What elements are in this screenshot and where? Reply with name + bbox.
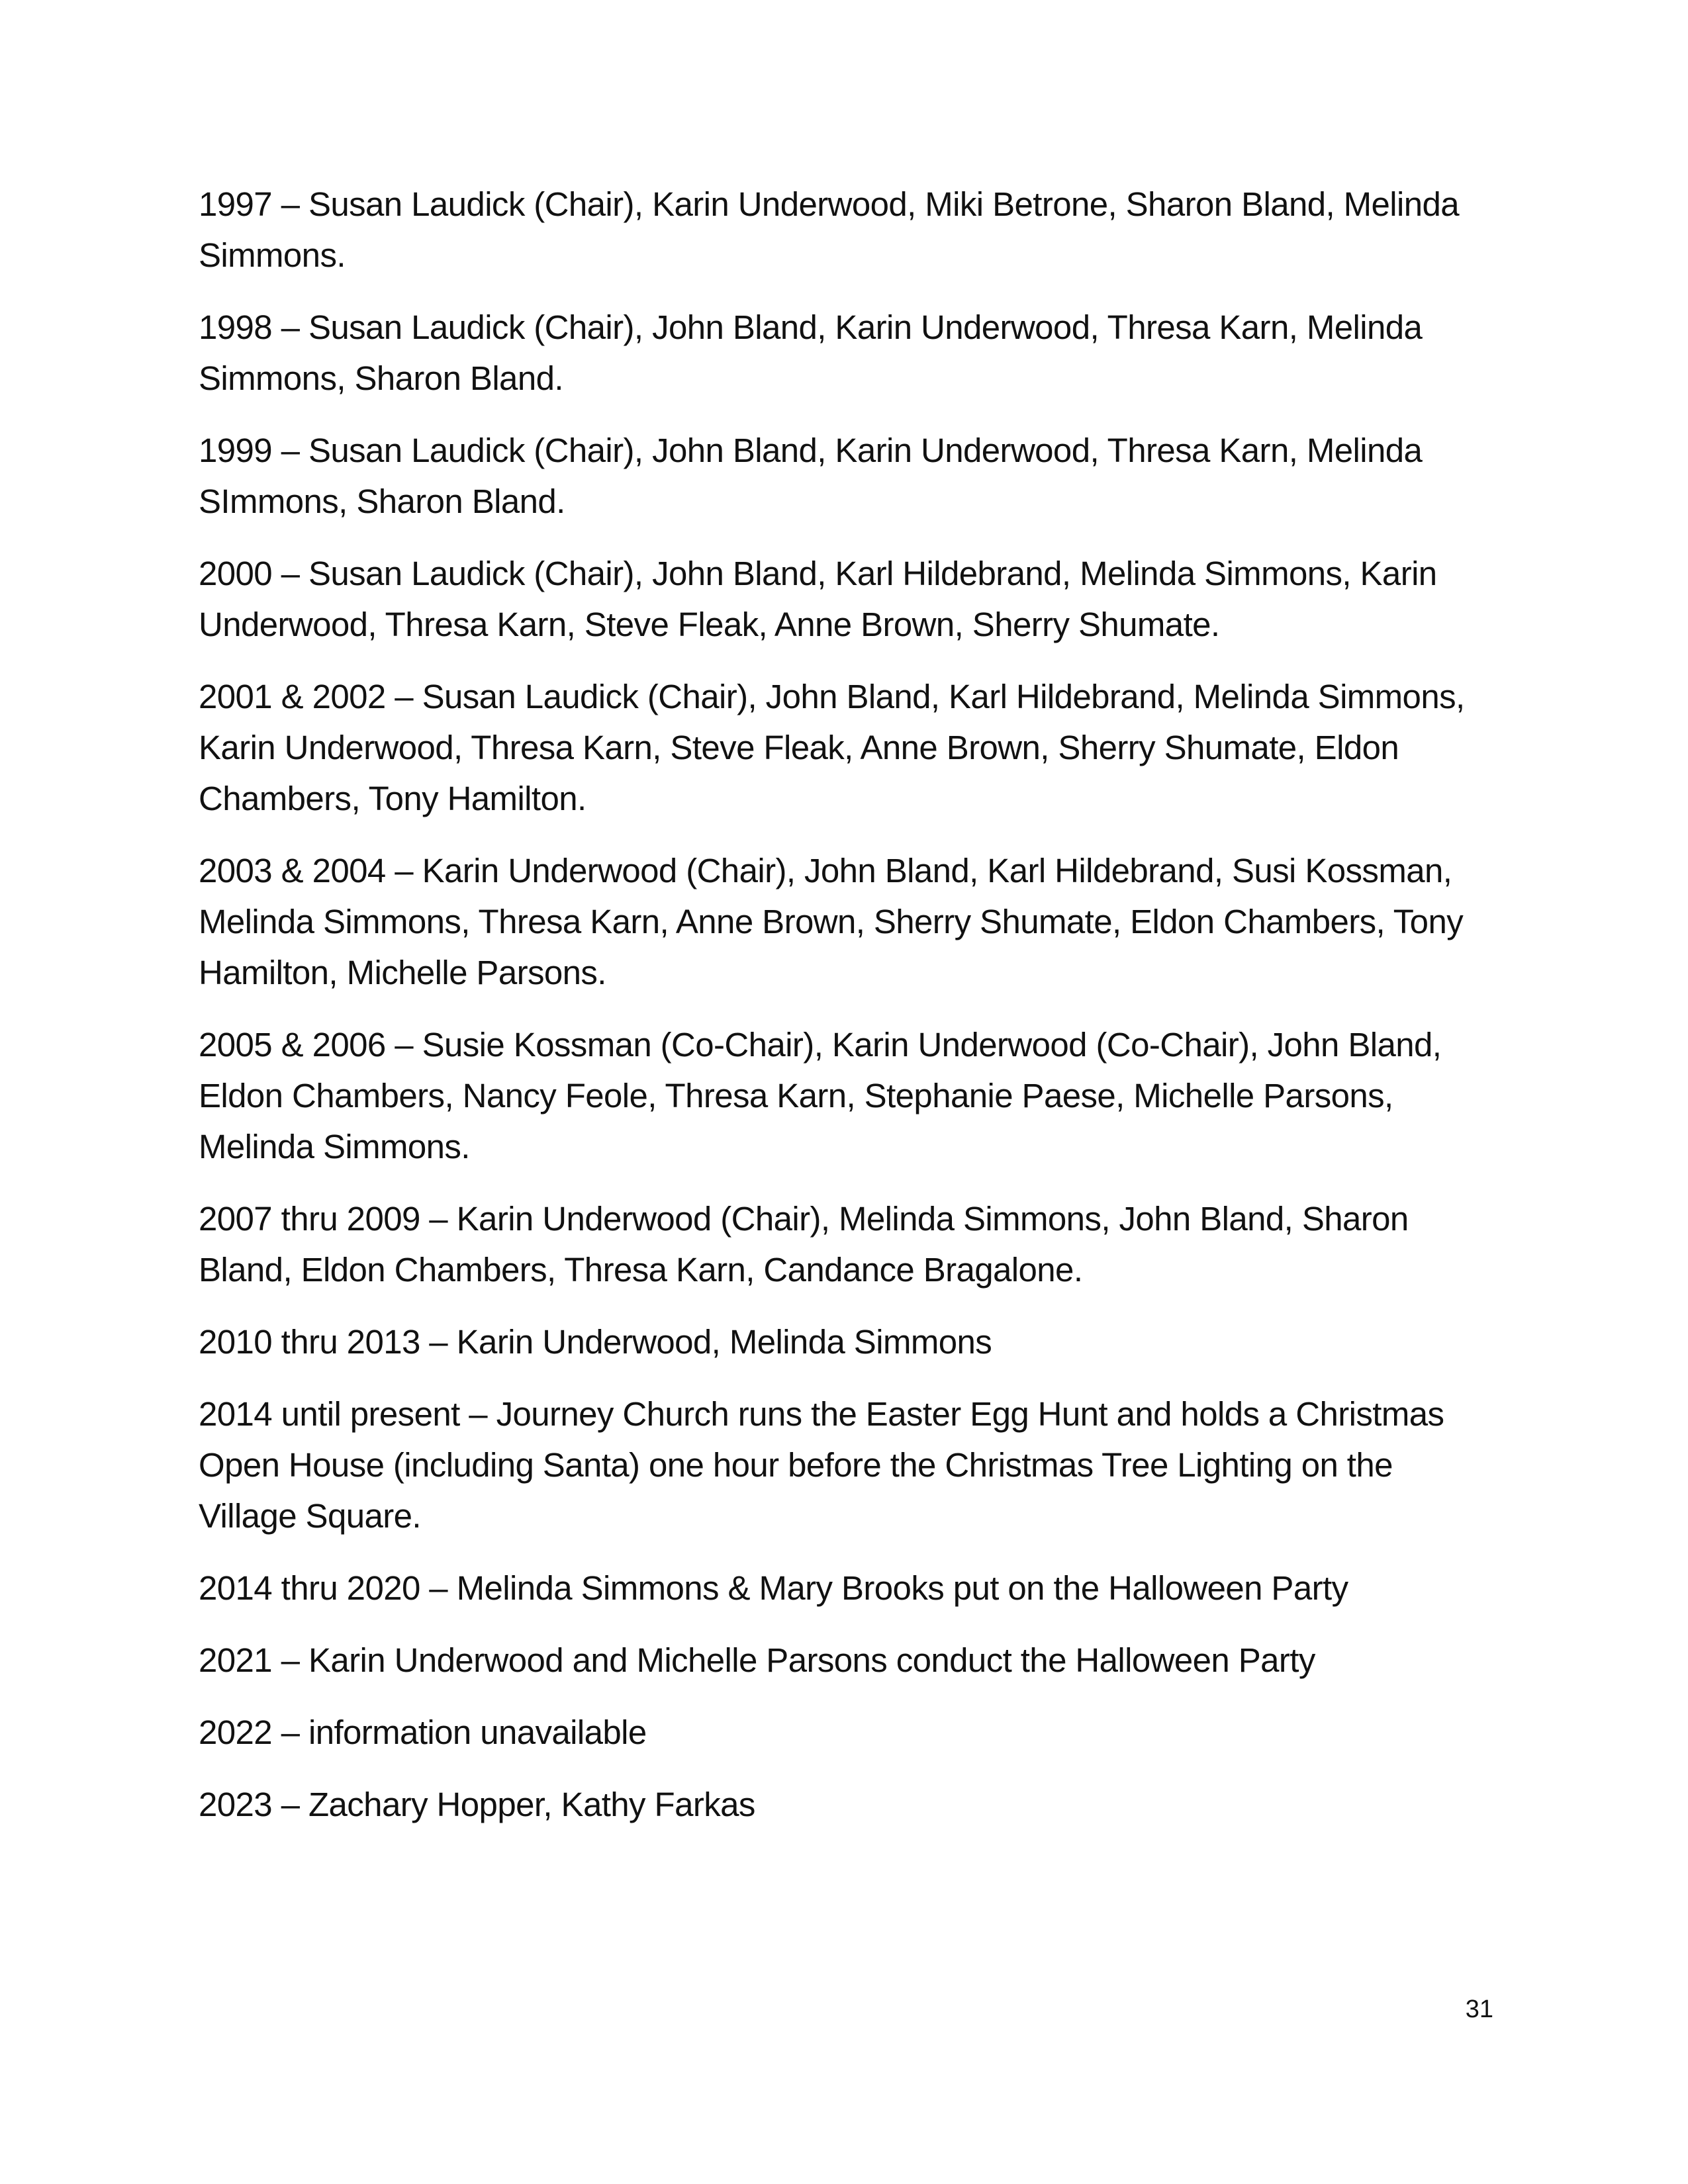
entry-1998: 1998 – Susan Laudick (Chair), John Bland, Karin Underwood, Thresa Karn, Melinda Simmons, Sharon Bland. [199, 308, 1423, 397]
entry-2007-2009: 2007 thru 2009 – Karin Underwood (Chair), Melinda Simmons, John Bland, Sharon Bland, Eldon Chambers, Thresa Karn, Candance Bragalone. [199, 1200, 1409, 1289]
entry-2023: 2023 – Zachary Hopper, Kathy Farkas [199, 1786, 755, 1823]
entry-2000: 2000 – Susan Laudick (Chair), John Bland, Karl Hildebrand, Melinda Simmons, Karin Underwood, Thresa Karn, Steve Fleak, Anne Brown, Sherry Shumate. [199, 555, 1437, 643]
page-number: 31 [1465, 1995, 1493, 2023]
entry-2021: 2021 – Karin Underwood and Michelle Parsons conduct the Halloween Party [199, 1641, 1315, 1679]
entry-2003-2004: 2003 & 2004 – Karin Underwood (Chair), John Bland, Karl Hildebrand, Susi Kossman, Melinda Simmons, Thresa Karn, Anne Brown, Sherry Shumate, Eldon Chambers, Tony Hamilton, Michelle Parsons. [199, 852, 1464, 991]
entry-1999: 1999 – Susan Laudick (Chair), John Bland, Karin Underwood, Thresa Karn, Melinda SImmons, Sharon Bland. [199, 432, 1423, 520]
entry-2014-2020: 2014 thru 2020 – Melinda Simmons & Mary Brooks put on the Halloween Party [199, 1569, 1348, 1607]
entry-2022: 2022 – information unavailable [199, 1713, 647, 1751]
entry-1997: 1997 – Susan Laudick (Chair), Karin Underwood, Miki Betrone, Sharon Bland, Melinda Simmons. [199, 185, 1460, 274]
entry-2005-2006: 2005 & 2006 – Susie Kossman (Co-Chair), Karin Underwood (Co-Chair), John Bland, Eldon Chambers, Nancy Feole, Thresa Karn, Stephanie Paese, Michelle Parsons, Melinda Simmons. [199, 1026, 1442, 1165]
entry-2010-2013: 2010 thru 2013 – Karin Underwood, Melinda Simmons [199, 1323, 992, 1361]
entry-2014-present: 2014 until present – Journey Church runs the Easter Egg Hunt and holds a Christmas Open House (including Santa) one hour before the Christmas Tree Lighting on the Village Square. [199, 1395, 1444, 1535]
committee-list [199, 179, 1489, 1851]
entry-2001-2002: 2001 & 2002 – Susan Laudick (Chair), John Bland, Karl Hildebrand, Melinda Simmons, Karin Underwood, Thresa Karn, Steve Fleak, Anne Brown, Sherry Shumate, Eldon Chambers, Tony Hamilton. [199, 678, 1465, 817]
